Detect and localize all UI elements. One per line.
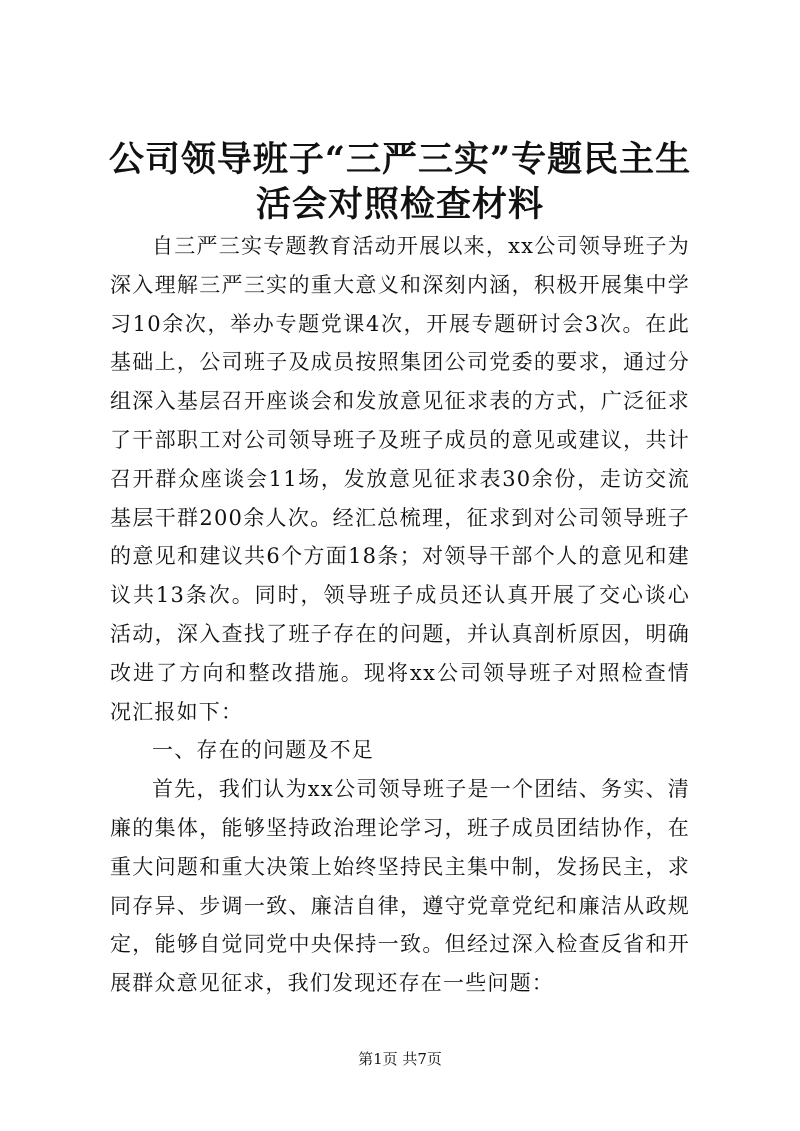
document-body	[110, 227, 690, 1003]
body-paragraph: 首先，我们认为xx公司领导班子是一个团结、务实、清廉的集体，能够坚持政治理论学习，班子成员团结协作，在重大问题和重大决策上始终坚持民主集中制，发扬民主，求同存异、步调一致、廉洁自律，遵守党章党纪和廉洁从政规定，能够自觉同党中央保持一致。但经过深入检查反省和开展群众意见征求，我们发现还存在一些问题：	[110, 777, 690, 996]
page-number-footer: 第1页 共7页	[358, 1050, 442, 1068]
body-paragraph: 自三严三实专题教育活动开展以来，xx公司领导班子为深入理解三严三实的重大意义和深刻内涵，积极开展集中学习10余次，举办专题党课4次，开展专题研讨会3次。在此基础上，公司班子及成员按照集团公司党委的要求，通过分组深入基层召开座谈会和发放意见征求表的方式，广泛征求了干部职工对公司领导班子及班子成员的意见或建议，共计召开群众座谈会11场，发放意见征求表30余份，走访交流基层干群200余人次。经汇总梳理，征求到对公司领导班子的意见和建议共6个方面18条；对领导干部个人的意见和建议共13条次。同时，领导班子成员还认真开展了交心谈心活动，深入查找了班子存在的问题，并认真剖析原因，明确改进了方向和整改措施。现将xx公司领导班子对照检查情况汇报如下：	[110, 234, 690, 724]
section-heading: 一、存在的问题及不足	[152, 738, 374, 763]
document-title: 公司领导班子“三严三实”专题民主生活会对照检查材料	[108, 139, 692, 225]
